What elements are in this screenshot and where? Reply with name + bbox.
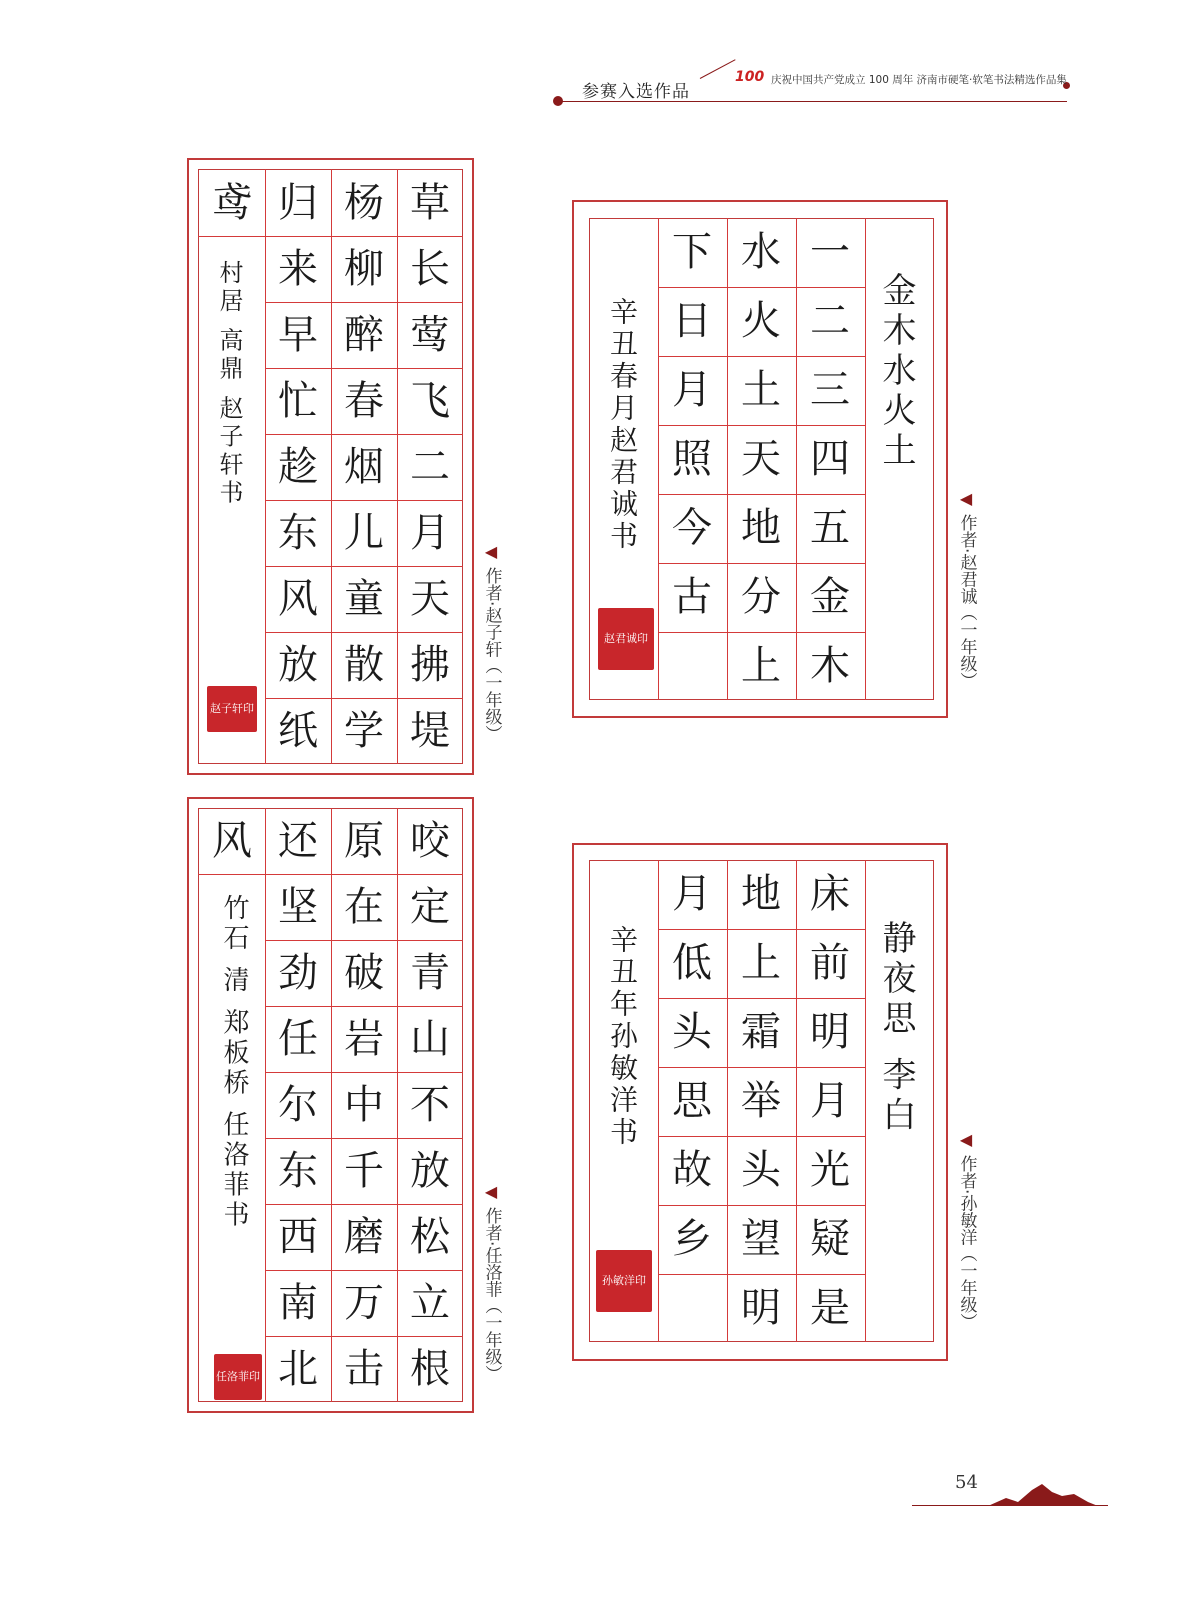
author-grade: （一年级） bbox=[481, 1297, 502, 1383]
poem-character: 月 bbox=[672, 367, 712, 413]
signature-inscription: 辛丑年孙敏洋书 bbox=[606, 925, 639, 1149]
author-name: 作者·赵君诚 bbox=[956, 513, 977, 605]
poem-character: 头 bbox=[741, 1147, 781, 1193]
author-caption-2 bbox=[955, 490, 977, 689]
poem-character: 北 bbox=[278, 1346, 318, 1392]
caption-arrow-icon: ◀ bbox=[959, 489, 973, 508]
poem-character: 破 bbox=[344, 950, 384, 996]
poem-character: 东 bbox=[278, 510, 318, 556]
anniversary-logo: 100 bbox=[735, 69, 765, 85]
header-rule-slant bbox=[700, 59, 736, 79]
poem-character: 故 bbox=[672, 1147, 712, 1193]
poem-title: 金木水火土 bbox=[876, 272, 916, 472]
poem-character: 原 bbox=[344, 818, 384, 864]
poem-character: 莺 bbox=[410, 312, 450, 358]
poem-character: 风 bbox=[212, 818, 252, 864]
poem-character: 疑 bbox=[810, 1216, 850, 1262]
poem-character: 长 bbox=[410, 246, 450, 292]
poem-character: 下 bbox=[672, 229, 712, 275]
poem-character: 童 bbox=[344, 576, 384, 622]
author-name: 作者·赵子轩 bbox=[481, 566, 502, 658]
poem-character: 二 bbox=[810, 298, 850, 344]
poem-character: 任 bbox=[278, 1016, 318, 1062]
poem-character: 上 bbox=[741, 643, 781, 689]
caption-arrow-icon: ◀ bbox=[484, 1182, 498, 1201]
poem-character: 二 bbox=[410, 444, 450, 490]
poem-character: 千 bbox=[344, 1148, 384, 1194]
poem-character: 坚 bbox=[278, 884, 318, 930]
poem-character: 不 bbox=[410, 1082, 450, 1128]
poem-character: 金 bbox=[810, 574, 850, 620]
grid-line bbox=[865, 860, 866, 1342]
header-rule bbox=[557, 101, 1067, 102]
poem-character: 是 bbox=[810, 1285, 850, 1331]
poem-character: 烟 bbox=[344, 444, 384, 490]
poem-title: 静夜思 李白 bbox=[876, 920, 916, 1137]
poem-character: 岩 bbox=[344, 1016, 384, 1062]
poem-character: 四 bbox=[810, 436, 850, 482]
signature-inscription: 竹石 清 郑板桥 任洛菲书 bbox=[219, 894, 249, 1231]
poem-character: 柳 bbox=[344, 246, 384, 292]
poem-character: 火 bbox=[741, 298, 781, 344]
poem-character: 天 bbox=[741, 436, 781, 482]
calligraphy-sheet-1 bbox=[187, 158, 474, 775]
poem-character: 思 bbox=[672, 1078, 712, 1124]
book-title: 庆祝中国共产党成立 100 周年 济南市硬笔·软笔书法精选作品集 bbox=[771, 74, 1067, 86]
poem-character: 月 bbox=[810, 1078, 850, 1124]
red-seal: 赵君诚印 bbox=[598, 608, 654, 670]
poem-character: 照 bbox=[672, 436, 712, 482]
poem-character: 来 bbox=[278, 246, 318, 292]
author-name: 作者·任洛菲 bbox=[481, 1206, 502, 1298]
poem-character: 还 bbox=[278, 818, 318, 864]
poem-character: 堤 bbox=[410, 708, 450, 754]
poem-character: 定 bbox=[410, 884, 450, 930]
poem-character: 尔 bbox=[278, 1082, 318, 1128]
poem-character: 明 bbox=[810, 1009, 850, 1055]
poem-character: 散 bbox=[344, 642, 384, 688]
poem-character: 风 bbox=[278, 576, 318, 622]
calligraphy-sheet-2 bbox=[572, 200, 948, 718]
poem-character: 咬 bbox=[410, 818, 450, 864]
poem-character: 忙 bbox=[278, 378, 318, 424]
poem-character: 月 bbox=[410, 510, 450, 556]
poem-character: 木 bbox=[810, 643, 850, 689]
red-seal: 任洛菲印 bbox=[214, 1354, 262, 1400]
poem-character: 趁 bbox=[278, 444, 318, 490]
poem-character: 立 bbox=[410, 1280, 450, 1326]
author-caption-4 bbox=[955, 1131, 977, 1330]
author-grade: （一年级） bbox=[481, 657, 502, 743]
section-label: 参赛入选作品 bbox=[582, 82, 690, 102]
poem-character: 一 bbox=[810, 229, 850, 275]
poem-character: 南 bbox=[278, 1280, 318, 1326]
poem-character: 青 bbox=[410, 950, 450, 996]
poem-character: 古 bbox=[672, 574, 712, 620]
poem-character: 早 bbox=[278, 312, 318, 358]
poem-character: 拂 bbox=[410, 642, 450, 688]
page-number: 54 bbox=[955, 1472, 978, 1493]
poem-character: 放 bbox=[410, 1148, 450, 1194]
poem-character: 击 bbox=[344, 1346, 384, 1392]
grid-line bbox=[865, 218, 866, 700]
poem-character: 分 bbox=[741, 574, 781, 620]
poem-character: 三 bbox=[810, 367, 850, 413]
poem-character: 学 bbox=[344, 708, 384, 754]
signature-inscription: 村居 高鼎 赵子轩书 bbox=[215, 260, 243, 508]
poem-character: 天 bbox=[410, 576, 450, 622]
author-grade: （一年级） bbox=[956, 1245, 977, 1331]
poem-character: 在 bbox=[344, 884, 384, 930]
red-seal: 赵子轩印 bbox=[207, 686, 257, 732]
poem-character: 儿 bbox=[344, 510, 384, 556]
author-name: 作者·孙敏洋 bbox=[956, 1154, 977, 1246]
poem-character: 霜 bbox=[741, 1009, 781, 1055]
poem-character: 光 bbox=[810, 1147, 850, 1193]
poem-character: 松 bbox=[410, 1214, 450, 1260]
poem-character: 水 bbox=[741, 229, 781, 275]
poem-character: 日 bbox=[672, 298, 712, 344]
poem-character: 乡 bbox=[672, 1216, 712, 1262]
poem-character: 鸢 bbox=[212, 180, 252, 226]
poem-character: 望 bbox=[741, 1216, 781, 1262]
author-caption-3 bbox=[480, 1183, 502, 1382]
poem-character: 地 bbox=[741, 871, 781, 917]
caption-arrow-icon: ◀ bbox=[959, 1130, 973, 1149]
calligraphy-sheet-3 bbox=[187, 797, 474, 1413]
poem-character: 西 bbox=[278, 1214, 318, 1260]
poem-character: 低 bbox=[672, 940, 712, 986]
poem-character: 放 bbox=[278, 642, 318, 688]
author-grade: （一年级） bbox=[956, 604, 977, 690]
poem-character: 飞 bbox=[410, 378, 450, 424]
poem-character: 磨 bbox=[344, 1214, 384, 1260]
poem-character: 月 bbox=[672, 871, 712, 917]
poem-character: 明 bbox=[741, 1285, 781, 1331]
poem-character: 春 bbox=[344, 378, 384, 424]
poem-character: 根 bbox=[410, 1346, 450, 1392]
signature-inscription: 辛丑春月赵君诚书 bbox=[606, 297, 639, 553]
poem-character: 地 bbox=[741, 505, 781, 551]
author-caption-1 bbox=[480, 543, 502, 742]
poem-character: 上 bbox=[741, 940, 781, 986]
poem-character: 东 bbox=[278, 1148, 318, 1194]
poem-character: 归 bbox=[278, 180, 318, 226]
poem-character: 劲 bbox=[278, 950, 318, 996]
poem-character: 中 bbox=[344, 1082, 384, 1128]
caption-arrow-icon: ◀ bbox=[484, 542, 498, 561]
poem-character: 前 bbox=[810, 940, 850, 986]
poem-character: 今 bbox=[672, 505, 712, 551]
mountain-ornament-icon bbox=[988, 1480, 1098, 1508]
calligraphy-sheet-4 bbox=[572, 843, 948, 1361]
poem-character: 山 bbox=[410, 1016, 450, 1062]
poem-character: 床 bbox=[810, 871, 850, 917]
poem-character: 土 bbox=[741, 367, 781, 413]
poem-character: 举 bbox=[741, 1078, 781, 1124]
poem-character: 头 bbox=[672, 1009, 712, 1055]
poem-character: 万 bbox=[344, 1280, 384, 1326]
poem-character: 纸 bbox=[278, 708, 318, 754]
red-seal: 孙敏洋印 bbox=[596, 1250, 652, 1312]
poem-character: 醉 bbox=[344, 312, 384, 358]
poem-character: 五 bbox=[810, 505, 850, 551]
poem-character: 杨 bbox=[344, 180, 384, 226]
poem-character: 草 bbox=[410, 180, 450, 226]
